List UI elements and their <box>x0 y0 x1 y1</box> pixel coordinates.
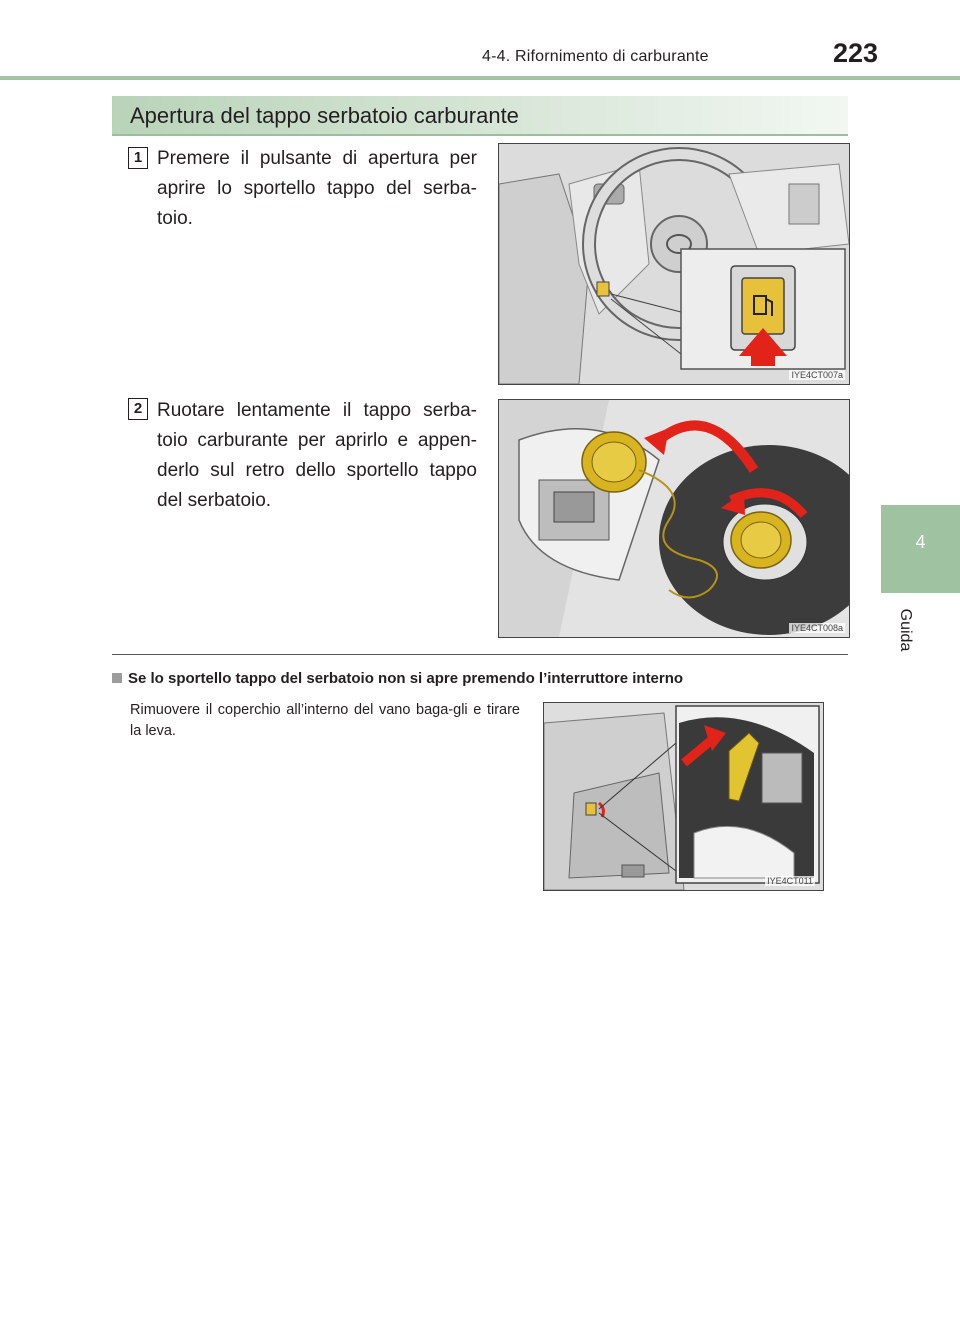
step-2-text: Ruotare lentamente il tappo serba-toio carburante per aprirlo e appen-derlo sul retro dello sportello tappo del serbatoio. <box>157 400 477 511</box>
step-1-number: 1 <box>128 147 148 169</box>
square-bullet-icon <box>112 673 122 683</box>
illustration-code: IYE4CT008a <box>791 623 843 633</box>
page-number: 223 <box>833 38 879 68</box>
fuel-door-opener-illustration <box>498 143 850 385</box>
section-divider <box>112 654 848 655</box>
section-title: Apertura del tappo serbatoio carburante <box>130 103 519 128</box>
step-1-text: Premere il pulsante di apertura per aprire lo sportello tappo del serba-toio. <box>157 148 477 229</box>
chapter-label: Guida <box>897 608 914 652</box>
running-header-title: 4-4. Rifornimento di carburante <box>482 48 709 65</box>
cargo-lever-illustration <box>543 702 824 891</box>
step-2-number: 2 <box>128 398 148 420</box>
header-rule <box>0 76 960 80</box>
note-text: Rimuovere il coperchio all’interno del vano baga-gli e tirare la leva. <box>130 702 520 739</box>
illustration-code: IYE4CT011 <box>767 876 813 886</box>
note-heading <box>112 670 683 687</box>
fuel-cap-illustration <box>498 399 850 638</box>
illustration-code: IYE4CT007a <box>791 370 843 380</box>
chapter-number: 4 <box>915 532 926 552</box>
section-heading <box>112 96 848 136</box>
note-title: Se lo sportello tappo del serbatoio non si apre premendo l’interruttore interno <box>128 670 684 687</box>
